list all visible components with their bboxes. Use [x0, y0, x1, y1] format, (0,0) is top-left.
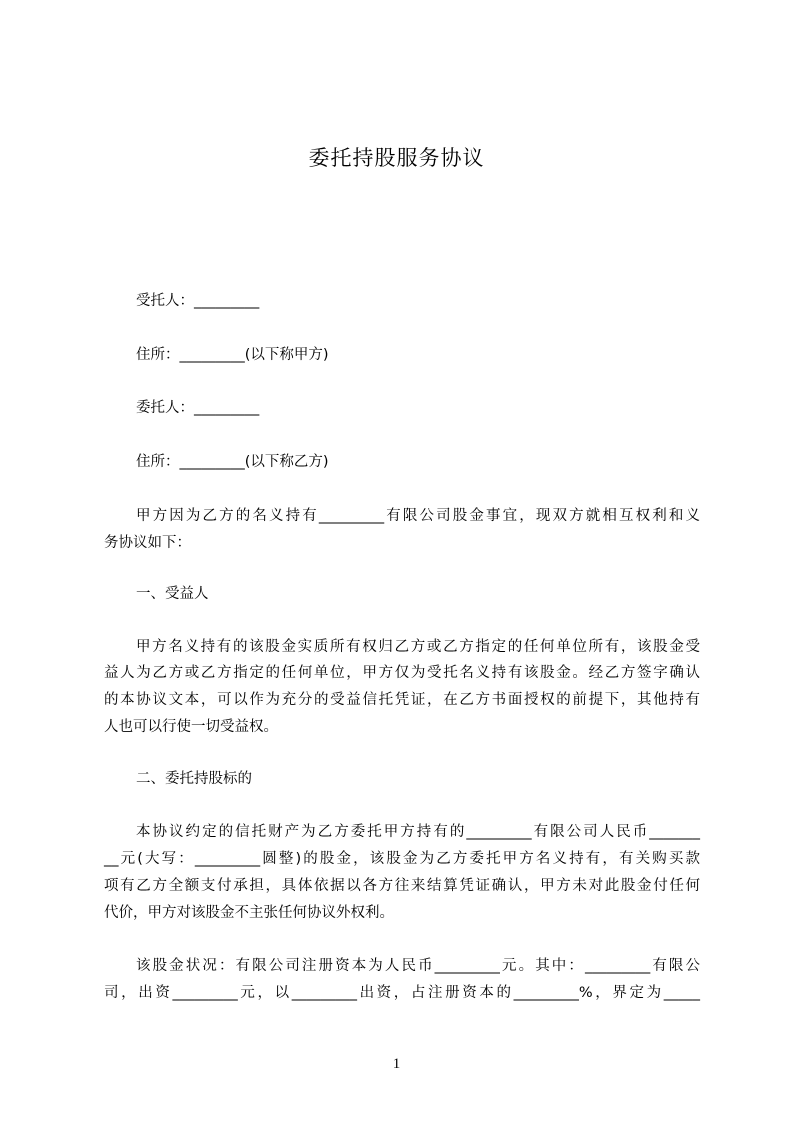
section-heading-entrusted-shares: 二、委托持股标的	[136, 771, 252, 787]
trustee-address-line: 住所：_________(以下称甲方)	[136, 347, 329, 363]
trustor-address-line: 住所：_________(以下称乙方)	[136, 454, 329, 470]
preamble-line: 务协议如下：	[104, 535, 191, 551]
section-heading-beneficiary: 一、受益人	[136, 586, 209, 602]
paragraph-line: 人也可以行使一切受益权。	[104, 719, 278, 735]
preamble-line: 甲方因为乙方的名义持有_________有限公司股金事宜，现双方就相互权利和义	[136, 508, 700, 524]
paragraph-line: 代价，甲方对该股金不主张任何协议外权利。	[104, 905, 394, 921]
paragraph-line: 的本协议文本，可以作为充分的受益信托凭证，在乙方书面授权的前提下，其他持有	[104, 692, 700, 708]
trustee-line: 受托人：_________	[136, 293, 260, 309]
page-title: 委托持股服务协议	[308, 146, 485, 170]
page-number: 1	[392, 1056, 401, 1072]
paragraph-line: 司，出资_________元，以_________出资，占注册资本的_________%，界定为_____	[104, 985, 700, 1001]
paragraph-line: __元(大写：_________圆整)的股金，该股金为乙方委托甲方名义持有，有关购买款	[104, 851, 700, 867]
paragraph-line: 益人为乙方或乙方指定的任何单位，甲方仅为受托名义持有该股金。经乙方签字确认	[104, 665, 700, 681]
paragraph-line: 甲方名义持有的该股金实质所有权归乙方或乙方指定的任何单位所有，该股金受	[136, 639, 700, 655]
trustor-line: 委托人：_________	[136, 400, 260, 416]
paragraph-line: 项有乙方全额支付承担，具体依据以各方往来结算凭证确认，甲方未对此股金付任何	[104, 878, 700, 894]
paragraph-line: 该股金状况：有限公司注册资本为人民币_________元。其中：_________有限公	[136, 958, 700, 974]
paragraph-line: 本协议约定的信托财产为乙方委托甲方持有的_________有限公司人民币_______	[136, 824, 700, 840]
